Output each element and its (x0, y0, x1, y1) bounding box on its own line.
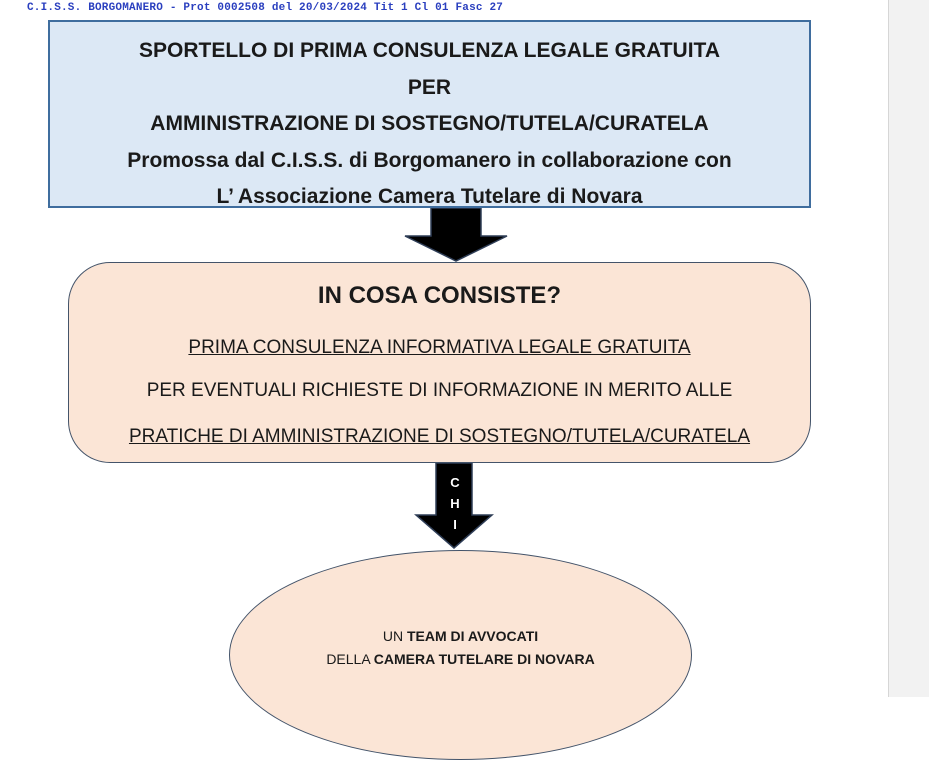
what-line-2: PER EVENTUALI RICHIESTE DI INFORMAZIONE IN MERITO ALLE (146, 380, 733, 401)
who-line-1 (229, 625, 692, 648)
chi-letter-c: C (450, 475, 460, 490)
who-line-1-bold: TEAM DI AVVOCATI (406, 628, 539, 644)
who-line-1-prefix: UN (382, 628, 407, 644)
header-line-3: AMMINISTRAZIONE DI SOSTEGNO/TUTELA/CURATELA (150, 112, 709, 135)
chi-letter-h: H (450, 496, 460, 511)
down-arrow-icon (403, 208, 509, 262)
chi-letter-i: I (453, 517, 457, 532)
who-ellipse-text (229, 625, 692, 671)
what-title: IN COSA CONSISTE? (317, 282, 562, 309)
who-line-2 (229, 648, 692, 671)
header-line-2: PER (407, 75, 452, 99)
header-box (48, 20, 811, 208)
viewer-side-panel (888, 0, 929, 697)
header-line-1: SPORTELLO DI PRIMA CONSULENZA LEGALE GRATUITA (139, 39, 720, 62)
who-line-2-prefix: DELLA (326, 651, 374, 667)
who-line-2-bold: CAMERA TUTELARE DI NOVARA (373, 651, 595, 667)
what-box (68, 262, 811, 463)
what-line-3: PRATICHE DI AMMINISTRAZIONE DI SOSTEGNO/TUTELA/CURATELA (128, 426, 751, 447)
protocol-stamp: C.I.S.S. BORGOMANERO - Prot 0002508 del 20/03/2024 Tit 1 Cl 01 Fasc 27 (27, 2, 504, 14)
header-line-5: L’ Associazione Camera Tutelare di Novara (216, 185, 643, 208)
header-line-4: Promossa dal C.I.S.S. di Borgomanero in collaborazione con (127, 148, 732, 172)
what-line-1: PRIMA CONSULENZA INFORMATIVA LEGALE GRATUITA (188, 337, 691, 358)
chi-arrow-label (441, 472, 469, 535)
